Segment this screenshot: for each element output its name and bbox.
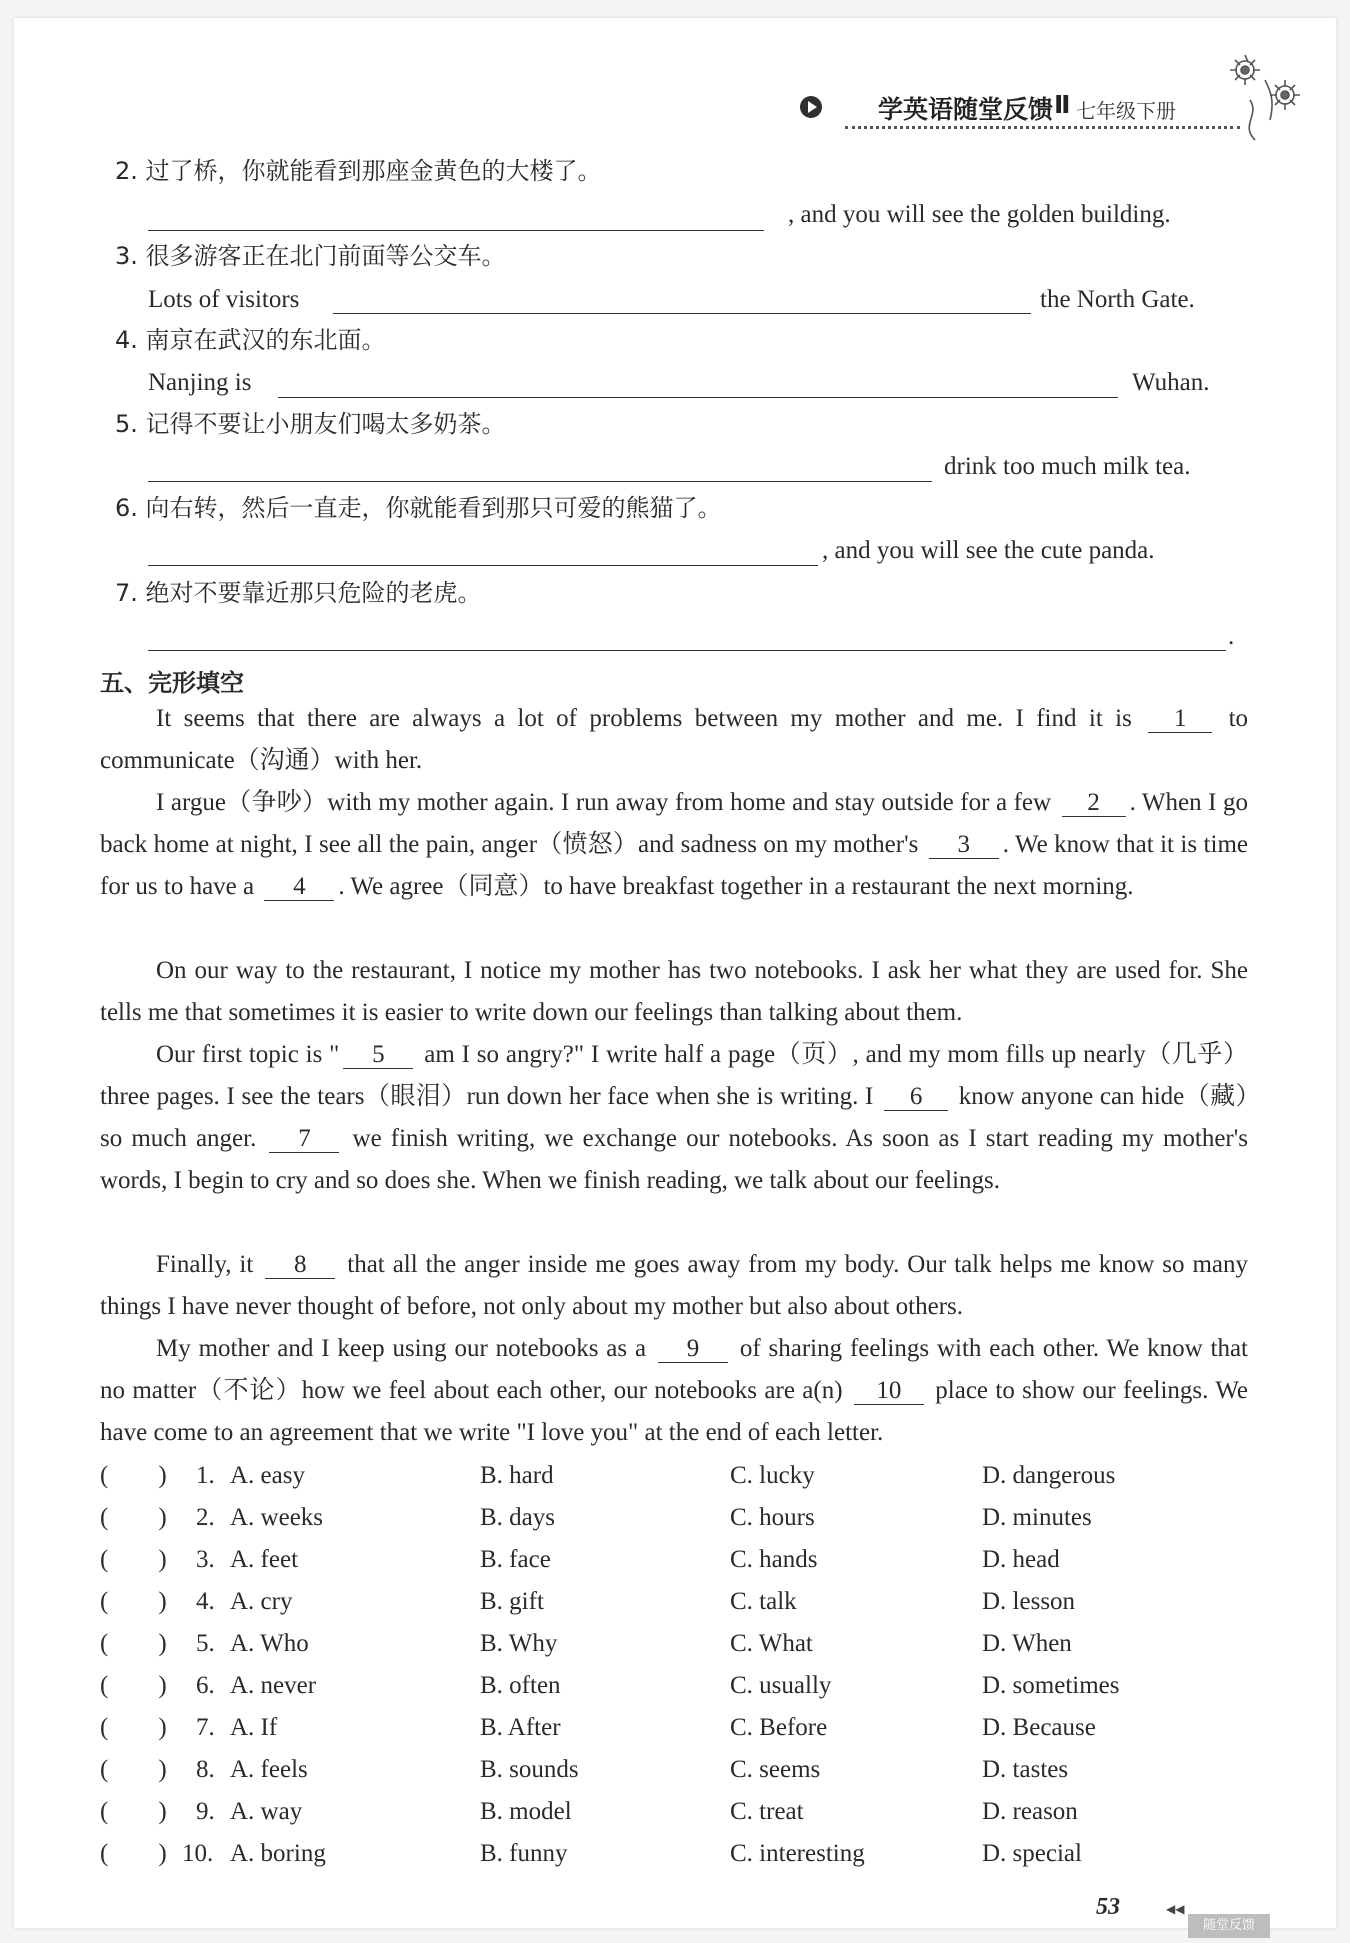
option-b[interactable]: B. often	[480, 1672, 561, 1699]
question-5-suffix: drink too much milk tea.	[944, 453, 1191, 480]
book-volume: Ⅱ	[1054, 90, 1071, 119]
option-b[interactable]: B. funny	[480, 1840, 568, 1867]
passage-paragraph-5: Finally, it 8 that all the anger inside me goes away from my body. Our talk helps me know so many things I have never thought of before, not only about my mother but also about others.	[100, 1251, 1249, 1320]
grade-label: 七年级下册	[1076, 99, 1176, 123]
option-c[interactable]: C. What	[730, 1630, 813, 1657]
blank-6[interactable]: 6	[884, 1084, 948, 1111]
blank-10[interactable]: 10	[854, 1378, 924, 1405]
option-a[interactable]: A. never	[230, 1672, 317, 1699]
back-arrow-icon: ◀◀	[1166, 1902, 1185, 1916]
question-6-suffix: , and you will see the cute panda.	[822, 537, 1155, 564]
option-row: ( ) 8. A. feels B. sounds C. seems D. tastes	[100, 1753, 1250, 1787]
answer-paren[interactable]: ( )	[100, 1462, 167, 1489]
passage-paragraph-2: I argue（争吵）with my mother again. I run away from home and stay outside for a few 2 . When I go back home at night, I see all the pain, anger（愤怒）and sadness on my mother's 3 . We know that it is time for us to have a 4 . We agree（同意）to have breakfast together in a restaurant the next morning.	[100, 789, 1248, 900]
option-c[interactable]: C. treat	[730, 1798, 804, 1825]
answer-blank-2[interactable]	[148, 230, 764, 231]
option-a[interactable]: A. feels	[230, 1756, 308, 1783]
question-3-chinese: 3. 很多游客正在北门前面等公交车。	[115, 242, 506, 270]
option-b[interactable]: B. days	[480, 1504, 555, 1531]
option-a[interactable]: A. cry	[230, 1588, 293, 1615]
blank-3[interactable]: 3	[929, 832, 999, 859]
option-b[interactable]: B. model	[480, 1798, 572, 1825]
option-row: ( ) 4. A. cry B. gift C. talk D. lesson	[100, 1585, 1250, 1619]
question-3-prefix: Lots of visitors	[148, 286, 300, 313]
answer-paren[interactable]: ( )	[100, 1672, 167, 1699]
book-title: 学英语随堂反馈	[878, 95, 1054, 124]
option-a[interactable]: A. Who	[230, 1630, 309, 1657]
option-row: ( ) 6. A. never B. often C. usually D. sometimes	[100, 1669, 1250, 1703]
option-d[interactable]: D. sometimes	[982, 1672, 1120, 1699]
passage-paragraph-1: It seems that there are always a lot of problems between my mother and me. I find it is 1 to communicate（沟通）with her.	[100, 705, 1249, 774]
question-5-chinese: 5. 记得不要让小朋友们喝太多奶茶。	[115, 410, 506, 438]
question-7-suffix: .	[1228, 623, 1235, 650]
question-4-suffix: Wuhan.	[1132, 369, 1210, 396]
option-d[interactable]: D. tastes	[982, 1756, 1069, 1783]
option-a[interactable]: A. weeks	[230, 1504, 324, 1531]
option-d[interactable]: D. When	[982, 1630, 1072, 1657]
answer-blank-7[interactable]	[148, 650, 1226, 651]
option-c[interactable]: C. Before	[730, 1714, 828, 1741]
blank-4[interactable]: 4	[264, 874, 334, 901]
answer-paren[interactable]: ( )	[100, 1630, 167, 1657]
blank-1[interactable]: 1	[1148, 706, 1212, 733]
option-b[interactable]: B. Why	[480, 1630, 558, 1657]
answer-paren[interactable]: ( )	[100, 1546, 167, 1573]
option-c[interactable]: C. usually	[730, 1672, 832, 1699]
question-7-chinese: 7. 绝对不要靠近那只危险的老虎。	[115, 579, 482, 607]
option-row: ( ) 2. A. weeks B. days C. hours D. minutes	[100, 1501, 1250, 1535]
option-row: ( ) 5. A. Who B. Why C. What D. When	[100, 1627, 1250, 1661]
option-a[interactable]: A. If	[230, 1714, 278, 1741]
option-row: ( ) 10. A. boring B. funny C. interesting D. special	[100, 1837, 1250, 1871]
question-4-chinese: 4. 南京在武汉的东北面。	[115, 326, 386, 354]
option-d[interactable]: D. Because	[982, 1714, 1096, 1741]
option-a[interactable]: A. way	[230, 1798, 303, 1825]
question-3-suffix: the North Gate.	[1040, 286, 1195, 313]
passage-paragraph-4: Our first topic is " 5 am I so angry?" I write half a page（页）, and my mom fills up nearly（几乎）three pages. I see the tears（眼泪）run down her face when she is writing. I 6 know anyone can hide（藏）so much anger. 7 we finish writing, we exchange our notebooks. As soon as I start reading my mother's words, I begin to cry and so does she. When we finish reading, we talk about our feelings.	[100, 1041, 1249, 1194]
page-number: 53	[1096, 1894, 1120, 1920]
option-b[interactable]: B. After	[480, 1714, 561, 1741]
blank-9[interactable]: 9	[658, 1336, 728, 1363]
blank-5[interactable]: 5	[343, 1042, 413, 1069]
section-title: 五、完形填空	[100, 669, 244, 697]
option-d[interactable]: D. special	[982, 1840, 1082, 1867]
header-divider	[845, 126, 1240, 129]
question-2-chinese: 2. 过了桥，你就能看到那座金黄色的大楼了。	[115, 157, 602, 185]
passage-paragraph-3: On our way to the restaurant, I notice my mother has two notebooks. I ask her what they are used for. She tells me that sometimes it is easier to write down our feelings than talking about them.	[100, 957, 1248, 1026]
answer-blank-5[interactable]	[148, 481, 932, 482]
answer-blank-6[interactable]	[148, 565, 818, 566]
option-d[interactable]: D. dangerous	[982, 1462, 1116, 1489]
option-a[interactable]: A. feet	[230, 1546, 299, 1573]
answer-paren[interactable]: ( )	[100, 1504, 167, 1531]
option-c[interactable]: C. seems	[730, 1756, 821, 1783]
option-c[interactable]: C. hands	[730, 1546, 818, 1573]
option-row: ( ) 3. A. feet B. face C. hands D. head	[100, 1543, 1250, 1577]
question-4-prefix: Nanjing is	[148, 369, 252, 396]
page-header	[0, 0, 1350, 150]
answer-paren[interactable]: ( )	[100, 1714, 167, 1741]
passage-paragraph-6: My mother and I keep using our notebooks as a 9 of sharing feelings with each other. We know that no matter（不论）how we feel about each other, our notebooks are a(n) 10 place to show our feelings. We have come to an agreement that we write "I love you" at the end of each letter.	[100, 1335, 1249, 1446]
option-c[interactable]: C. talk	[730, 1588, 797, 1615]
option-b[interactable]: B. sounds	[480, 1756, 579, 1783]
option-row: ( ) 1. A. easy B. hard C. lucky D. dangerous	[100, 1459, 1250, 1493]
answer-paren[interactable]: ( )	[100, 1756, 167, 1783]
play-icon	[800, 96, 822, 118]
answer-blank-4[interactable]	[278, 397, 1118, 398]
option-c[interactable]: C. hours	[730, 1504, 815, 1531]
flower-decoration-icon	[1200, 40, 1320, 150]
option-b[interactable]: B. face	[480, 1546, 551, 1573]
option-a[interactable]: A. easy	[230, 1462, 305, 1489]
option-d[interactable]: D. reason	[982, 1798, 1078, 1825]
option-row: ( ) 7. A. If B. After C. Before D. Because	[100, 1711, 1250, 1745]
footer-tag: 随堂反馈	[1188, 1914, 1270, 1938]
option-d[interactable]: D. head	[982, 1546, 1060, 1573]
option-b[interactable]: B. hard	[480, 1462, 554, 1489]
option-c[interactable]: C. lucky	[730, 1462, 815, 1489]
option-d[interactable]: D. minutes	[982, 1504, 1092, 1531]
question-6-chinese: 6. 向右转，然后一直走，你就能看到那只可爱的熊猫了。	[115, 494, 722, 522]
blank-2[interactable]: 2	[1062, 790, 1126, 817]
option-row: ( ) 9. A. way B. model C. treat D. reason	[100, 1795, 1250, 1829]
answer-paren[interactable]: ( )	[100, 1840, 167, 1867]
answer-paren[interactable]: ( )	[100, 1588, 167, 1615]
blank-7[interactable]: 7	[269, 1126, 339, 1153]
answer-blank-3[interactable]	[333, 313, 1031, 314]
option-a[interactable]: A. boring	[230, 1840, 326, 1867]
option-c[interactable]: C. interesting	[730, 1840, 865, 1867]
answer-paren[interactable]: ( )	[100, 1798, 167, 1825]
blank-8[interactable]: 8	[265, 1252, 335, 1279]
question-2-english: , and you will see the golden building.	[788, 201, 1171, 228]
option-d[interactable]: D. lesson	[982, 1588, 1076, 1615]
option-b[interactable]: B. gift	[480, 1588, 544, 1615]
